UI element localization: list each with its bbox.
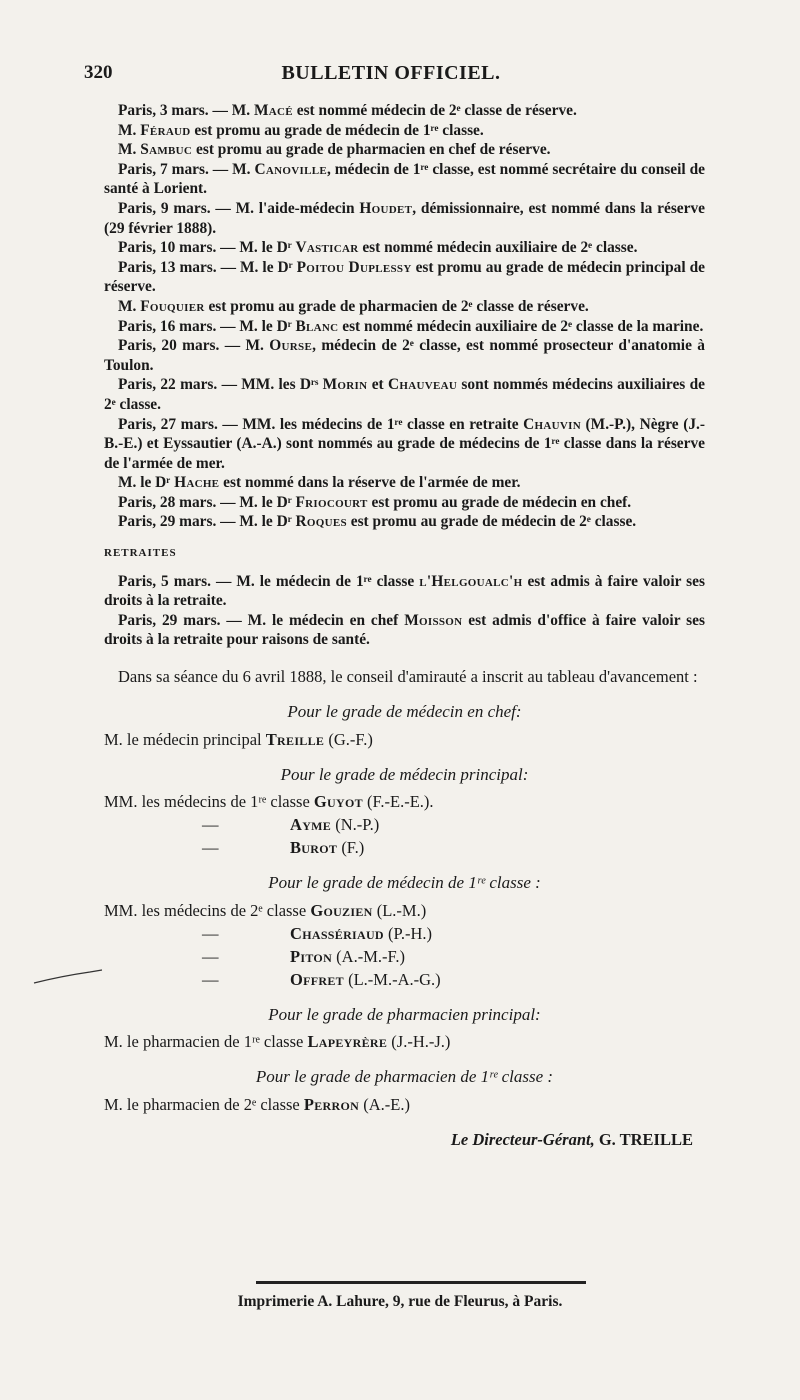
entry-lead: Paris, 29 mars. — M. le médecin en chef xyxy=(118,611,405,629)
nomination-entry xyxy=(104,160,705,199)
document-body xyxy=(104,101,705,1150)
nomination-entry xyxy=(104,493,705,513)
page-header xyxy=(84,62,698,90)
footer-rule xyxy=(256,1281,586,1284)
entry-text: est promu au grade de médecin principal de réserve. xyxy=(104,258,706,296)
entry-text: est promu au grade de médecin de 1ʳᵉ classe. xyxy=(190,121,484,139)
person-name: Perron xyxy=(303,1095,360,1114)
tableau-lead: M. le pharmacien de 2ᵉ classe xyxy=(104,1095,304,1114)
tableau-line xyxy=(104,1030,705,1053)
grade-heading: Pour le grade de médecin principal: xyxy=(280,764,529,784)
person-name: Chassériaud xyxy=(290,923,384,943)
entry-text: est admis à faire valoir ses droits à la retraite. xyxy=(104,572,705,610)
ditto-dash: — xyxy=(202,969,219,989)
retraite-entry xyxy=(104,611,705,650)
entry-lead: Paris, 10 mars. — M. le Dʳ xyxy=(118,239,296,257)
entry-lead: Paris, 7 mars. — M. xyxy=(118,160,255,178)
nomination-entry xyxy=(104,199,705,238)
retraites-list xyxy=(104,572,705,650)
tableau-line xyxy=(104,899,705,922)
tableau-line xyxy=(104,945,705,968)
person-name: Offret xyxy=(290,969,344,989)
running-title: BULLETIN OFFICIEL. xyxy=(281,62,501,84)
entry-lead: Paris, 9 mars. — M. l'aide-médecin xyxy=(118,199,360,217)
person-name: Vasticar xyxy=(295,239,359,257)
nomination-entry xyxy=(104,473,705,493)
nomination-entry xyxy=(104,297,705,317)
entry-text: , médecin de 2ᵉ classe, est nommé prosecteur d'anatomie à Toulon. xyxy=(104,337,705,374)
ditto-dash: — xyxy=(202,923,219,943)
entry-text: est admis d'office à faire valoir ses droits à la retraite pour raisons de santé. xyxy=(104,611,705,649)
person-name: Fouquier xyxy=(140,297,205,315)
grade-heading: Pour le grade de pharmacien de 1ʳᵉ classe : xyxy=(255,1067,554,1087)
entry-text: est promu au grade de médecin de 2ᵉ classe. xyxy=(346,513,637,531)
entry-text: est nommé médecin auxiliaire de 2ᵉ classe. xyxy=(358,239,638,257)
grade-heading: Pour le grade de médecin en chef: xyxy=(287,702,522,722)
entry-lead: Paris, 28 mars. — M. le Dʳ xyxy=(118,493,296,511)
retraites-heading: RETRAITES xyxy=(104,547,177,560)
nomination-entry xyxy=(104,140,705,160)
entry-lead: M. xyxy=(118,121,141,139)
person-name: Guyot xyxy=(313,792,363,812)
person-initials: (N.-P.) xyxy=(331,815,380,835)
entry-text: est promu au grade de médecin en chef. xyxy=(367,493,632,511)
nomination-entry xyxy=(104,512,705,532)
person-initials: (L.-M.-A.-G.) xyxy=(343,969,441,989)
entry-text: est nommé médecin auxiliaire de 2ᵉ classe de la marine. xyxy=(338,317,704,335)
person-name: Burot xyxy=(290,838,338,858)
entry-lead: Paris, 5 mars. — M. le médecin de 1ʳᵉ classe xyxy=(118,572,420,590)
person-name: Ourse xyxy=(269,337,313,355)
signature-name: G. TREILLE xyxy=(598,1130,693,1149)
entry-lead: Paris, 13 mars. — M. le Dʳ xyxy=(118,258,297,276)
tableau-line xyxy=(104,836,705,859)
tableau-lead: M. le médecin principal xyxy=(104,729,266,749)
person-initials: (A.-M.-F.) xyxy=(332,946,405,966)
entry-text: sont nommés médecins auxiliaires de 2ᵉ classe. xyxy=(104,376,705,413)
person-initials: (F.) xyxy=(337,838,365,858)
entry-text: est promu au grade de pharmacien de 2ᵉ classe de réserve. xyxy=(204,297,589,315)
nominations-list xyxy=(104,101,705,532)
person-name: Macé xyxy=(253,102,293,119)
entry-lead: M. xyxy=(118,141,141,159)
entry-text: est promu au grade de pharmacien en chef de réserve. xyxy=(192,141,551,159)
entry-text: , démissionnaire, est nommé dans la réserve (29 février 1888). xyxy=(104,199,705,237)
person-name: Hache xyxy=(174,474,220,492)
tableau-line xyxy=(104,922,705,945)
entry-lead: Paris, 16 mars. — M. le Dʳ xyxy=(118,317,296,335)
person-initials: (P.-H.) xyxy=(383,923,433,943)
person-initials: (A.-E.) xyxy=(359,1095,410,1114)
entry-lead: M. le Dʳ xyxy=(118,474,175,492)
tableau-lead: MM. les médecins de 2ᵉ classe xyxy=(104,900,311,920)
margin-pen-stroke xyxy=(32,968,112,988)
nomination-entry xyxy=(104,238,705,258)
signature xyxy=(104,1130,705,1150)
ditto-dash: — xyxy=(202,838,219,858)
person-name: Gouzien xyxy=(310,900,373,920)
nomination-entry xyxy=(104,121,705,141)
person-name: Blanc xyxy=(295,317,339,335)
entry-text: , médecin de 1ʳᵉ classe, est nommé secrétaire du conseil de santé à Lorient. xyxy=(104,160,705,198)
person-initials: (G.-F.) xyxy=(324,729,373,749)
person-name: Lapeyrère xyxy=(307,1032,388,1052)
entry-joiner: et xyxy=(367,376,388,394)
tableau-lead: M. le pharmacien de 1ʳᵉ classe xyxy=(104,1032,308,1052)
person-name: Treille xyxy=(265,729,325,749)
tableau-line xyxy=(104,813,705,836)
person-initials: (L.-M.) xyxy=(372,900,427,920)
ditto-dash: — xyxy=(202,946,219,966)
grade-heading: Pour le grade de médecin de 1ʳᵉ classe : xyxy=(268,873,541,893)
tableau-line xyxy=(104,1093,705,1116)
person-name: Sambuc xyxy=(140,141,193,159)
person-name: Roques xyxy=(295,513,347,531)
person-name: Piton xyxy=(290,946,333,966)
entry-lead: Paris, 27 mars. — MM. les médecins de 1ʳᵉ classe en retraite xyxy=(118,415,524,433)
person-name: Féraud xyxy=(140,121,191,139)
nomination-entry xyxy=(104,375,705,414)
person-name: Friocourt xyxy=(295,493,368,511)
entry-lead: Paris, 20 mars. — M. xyxy=(118,337,270,355)
grade-heading: Pour le grade de pharmacien principal: xyxy=(268,1004,541,1024)
entry-text: est nommé médecin de 2ᵉ classe de réserve. xyxy=(292,102,577,119)
entry-text: (M.-P.), Nègre (J.-B.-E.) et Eyssautier (A.-A.) sont nommés au grade de médecins de 1ʳᵉ classe dans la réserve de l'armée de mer. xyxy=(104,415,705,472)
person-name: Moisson xyxy=(404,611,463,629)
signature-label: Le Directeur-Gérant, xyxy=(450,1130,595,1149)
tableau-intro: Dans sa séance du 6 avril 1888, le conseil d'amirauté a inscrit au tableau d'avancement : xyxy=(118,667,698,687)
nomination-entry xyxy=(104,317,705,337)
person-name: Ayme xyxy=(290,815,332,835)
person-name: Poitou Duplessy xyxy=(296,258,412,276)
person-initials: (J.-H.-J.) xyxy=(387,1032,451,1052)
tableau-sections xyxy=(104,702,705,1116)
page-number: 320 xyxy=(84,62,113,83)
person-name: l'Helgoualc'h xyxy=(419,572,523,590)
tableau-line xyxy=(104,790,705,813)
tableau-lead: MM. les médecins de 1ʳᵉ classe xyxy=(104,792,314,812)
entry-lead: Paris, 29 mars. — M. le Dʳ xyxy=(118,513,296,531)
person-name: Chauvin xyxy=(523,415,581,433)
nomination-entry xyxy=(104,258,705,297)
nomination-entry xyxy=(104,101,705,121)
person-name: Chauveau xyxy=(387,376,458,394)
entry-lead: Paris, 3 mars. — M. xyxy=(118,102,254,119)
tableau-line xyxy=(104,968,705,991)
entry-lead: M. xyxy=(118,297,141,315)
tableau-line xyxy=(104,728,705,751)
entry-lead: Paris, 22 mars. — MM. les Dʳˢ xyxy=(118,376,323,394)
printer-imprint: Imprimerie A. Lahure, 9, rue de Fleurus, à Paris. xyxy=(237,1293,563,1310)
person-name: Houdet xyxy=(359,199,413,217)
person-initials: (F.-E.-E.). xyxy=(362,792,434,812)
nomination-entry xyxy=(104,336,705,375)
person-name: Canoville xyxy=(254,160,327,178)
entry-text: est nommé dans la réserve de l'armée de mer. xyxy=(219,474,521,492)
ditto-dash: — xyxy=(202,815,219,835)
retraite-entry xyxy=(104,572,705,611)
person-name: Morin xyxy=(322,376,368,394)
nomination-entry xyxy=(104,415,705,474)
